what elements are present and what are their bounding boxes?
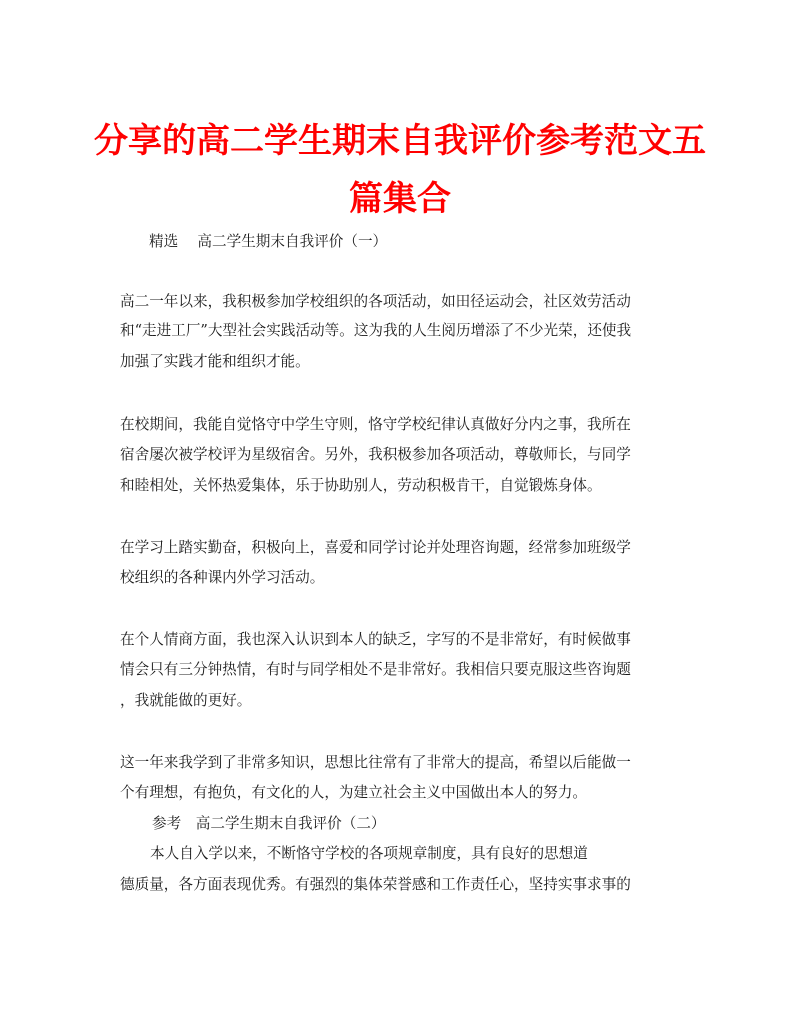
paragraph-line: 加强了实践才能和组织才能。 [120, 353, 310, 370]
paragraph-line: 这一年来我学到了非常多知识，思想比往常有了非常大的提高，希望以后能做一 [120, 754, 631, 771]
paragraph-line: 个有理想，有抱负，有文化的人，为建立社会主义中国做出本人的努力。 [120, 784, 588, 801]
paragraph-line: 本人自入学以来，不断恪守学校的各项规章制度，具有良好的思想道 [150, 845, 588, 862]
paragraph-line: 和“走进工厂”大型社会实践活动等。这为我的人生阅历增添了不少光荣，还使我 [120, 322, 632, 339]
paragraph-line: 在学习上踏实勤奋，积极向上，喜爱和同学讨论并处理咨询题，经常参加班级学 [120, 539, 631, 556]
paragraph-line: 在个人情商方面，我也深入认识到本人的缺乏，字写的不是非常好，有时候做事 [120, 631, 631, 648]
paragraph-line: 在校期间，我能自觉恪守中学生守则，恪守学校纪律认真做好分内之事，我所在 [120, 416, 631, 433]
paragraph-line: 和睦相处，关怀热爱集体，乐于协助别人，劳动积极肯干，自觉锻炼身体。 [120, 477, 602, 494]
paragraph-line: 校组织的各种课内外学习活动。 [120, 569, 325, 586]
section-heading-1: 精选 高二学生期末自我评价（一） [149, 233, 388, 250]
paragraph-line: 高二一年以来，我积极参加学校组织的各项活动，如田径运动会，社区效劳活动 [120, 293, 631, 310]
paragraph-line: 宿舍屡次被学校评为星级宿舍。另外，我积极参加各项活动，尊敬师长，与同学 [120, 446, 631, 463]
document-title-line-1: 分享的高二学生期末自我评价参考范文五 [94, 121, 706, 161]
paragraph-line: 情会只有三分钟热情，有时与同学相处不是非常好。我相信只要克服这些咨询题 [120, 661, 631, 678]
paragraph-line: ，我就能做的更好。 [120, 692, 252, 709]
document-title-line-2: 篇集合 [349, 179, 451, 219]
section-heading-2: 参考 高二学生期末自我评价（二） [152, 815, 386, 832]
paragraph-line: 德质量，各方面表现优秀。有强烈的集体荣誉感和工作责任心，坚持实事求事的 [120, 876, 631, 893]
